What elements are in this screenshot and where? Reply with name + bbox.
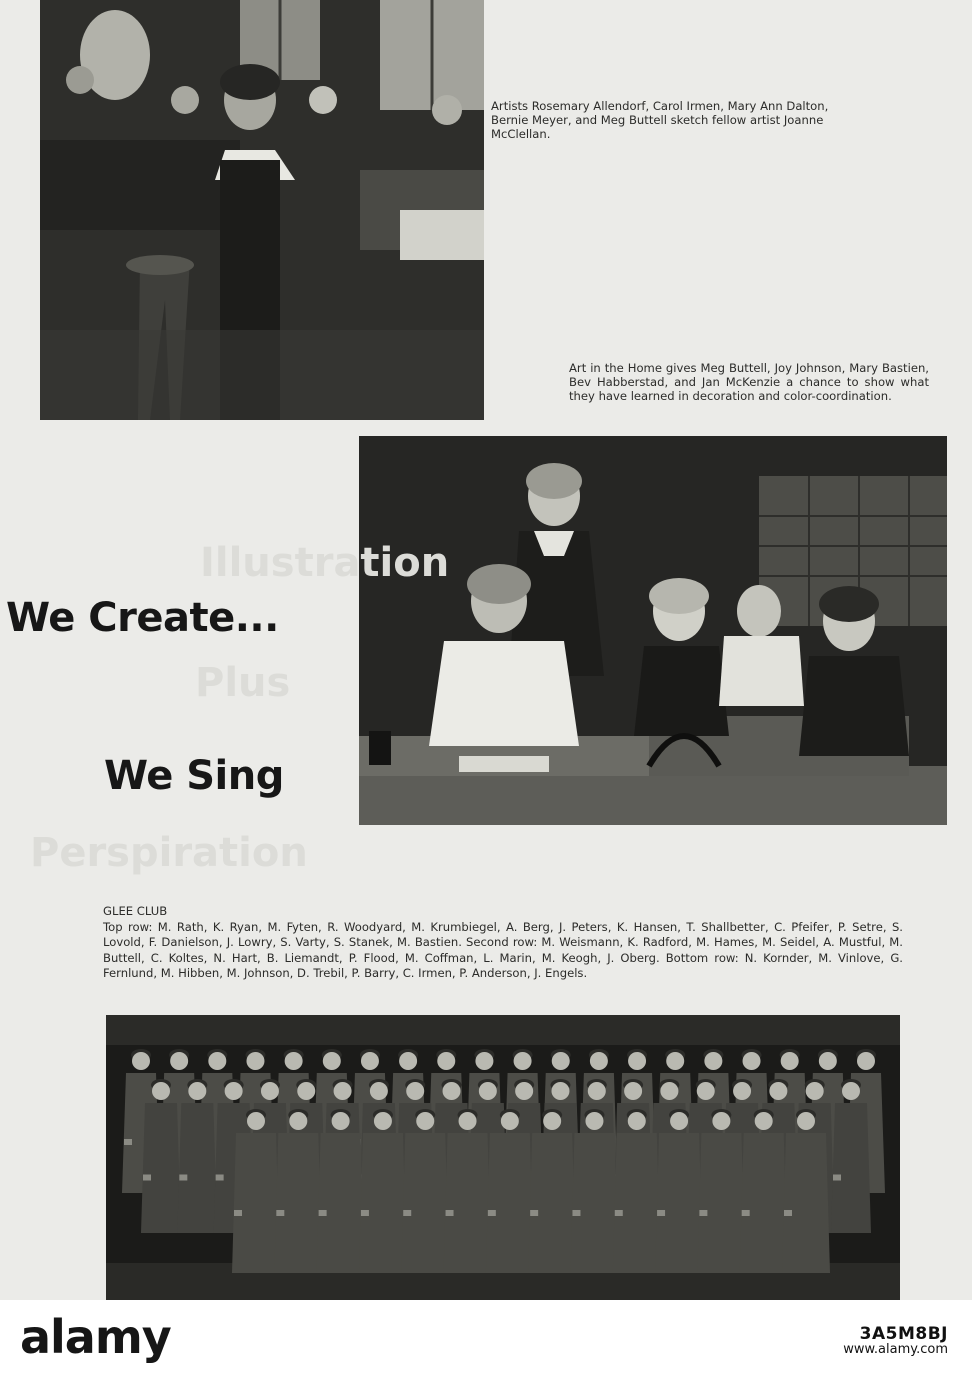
glee-club-names: Top row: M. Rath, K. Ryan, M. Fyten, R. Woodyard, M. Krumbiegel, A. Berg, J. Peters, K. Hansen, T. Shallbetter, C. Pfeifer, P. Setre, S. Lovold, F. Danielson, J. Lowry, S. Varty, S. Stanek, M. Bastien. Second row: M. Weismann, K. Radford, M. Hames, M. Seidel, A. Mustful, M. Buttell, C. Koltes, N. Hart, B. Liemandt, P. Flood, M. Coffman, L. Marin, M. Keogh, J. Oberg. Bottom row: N. Kornder, M. Vinlove, G. Fernlund, M. Hibben, M. Johnson, D. Trebil, P. Barry, C. Irmen, P. Anderson, J. Engels. [103,919,903,981]
choir-member [232,1109,280,1273]
choir-member [570,1109,618,1273]
choir-member [401,1109,449,1273]
art-in-home-caption: Art in the Home gives Meg Buttell, Joy Johnson, Mary Bastien, Bev Habberstad, and Jan McKenzie a chance to show what they have learned in decoration and color-coordination. [569,361,929,403]
choir-member [740,1109,788,1273]
ghost-word-3: Perspiration [30,830,308,876]
art-in-home-photo [359,436,947,825]
stock-url: www.alamy.com [843,1342,948,1357]
glee-club-caption [103,904,903,982]
choir-member [444,1109,492,1273]
choir-member [613,1109,661,1273]
choir-member [317,1109,365,1273]
art-home-photo-scene [359,436,947,825]
glee-club-photo [106,1015,900,1300]
ghost-word-2: Plus [195,660,291,706]
choir-member [782,1109,830,1273]
stock-info [843,1326,948,1358]
alamy-logo: alamy [20,1310,171,1364]
we-sing-headline: We Sing [104,753,284,799]
choir-member [655,1109,703,1273]
glee-club-title: GLEE CLUB [103,904,168,918]
artists-photo-scene [40,0,484,420]
choir-member [697,1109,745,1273]
image-id: 3A5M8BJ [859,1324,948,1344]
glee-club-scene [106,1015,900,1300]
artists-caption: Artists Rosemary Allendorf, Carol Irmen, Mary Ann Dalton, Bernie Meyer, and Meg Buttell sketch fellow artist Joanne McClellan. [491,99,829,141]
choir-member [486,1109,534,1273]
choir-member [528,1109,576,1273]
artists-sketching-photo [40,0,484,420]
choir-member [274,1109,322,1273]
choir-member [359,1109,407,1273]
ghost-word-1: Illustration [200,540,450,586]
we-create-headline: We Create... [6,595,279,641]
